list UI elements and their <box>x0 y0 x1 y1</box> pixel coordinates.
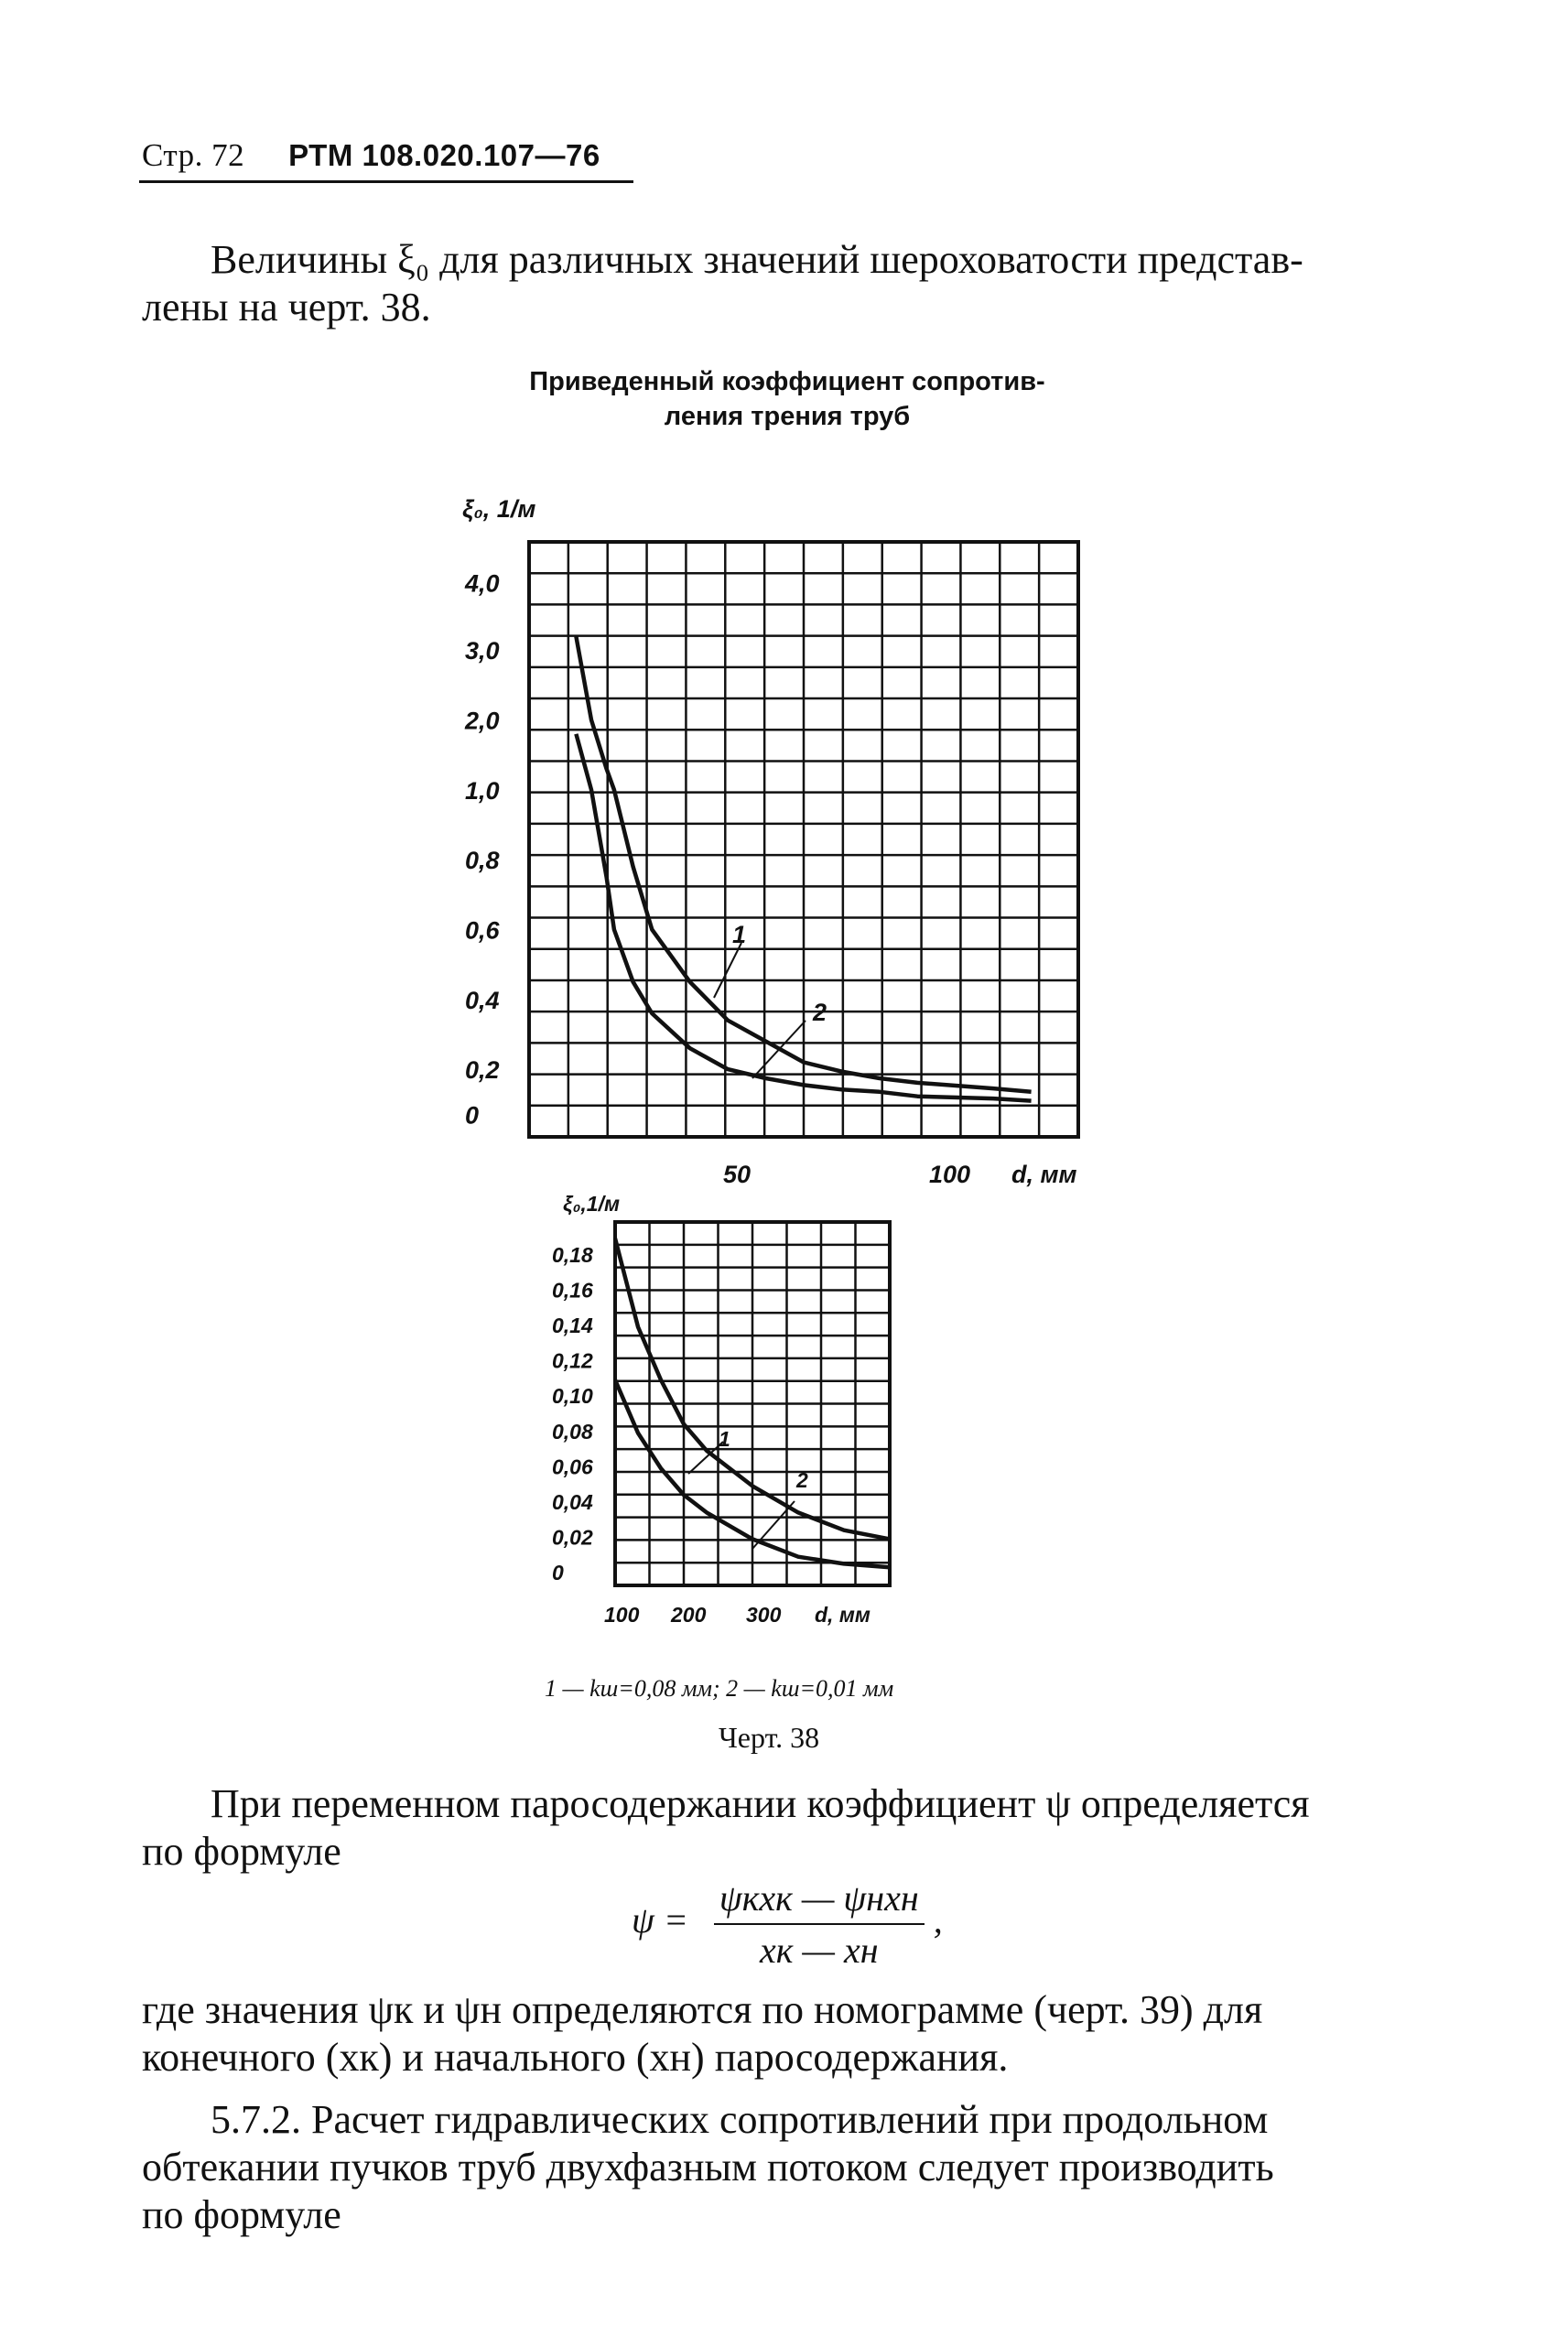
x-tick-label: 200 <box>671 1603 707 1627</box>
formula-tail: , <box>933 1899 943 1941</box>
curve-1-leader <box>714 943 741 998</box>
y-tick-label: 0 <box>552 1561 564 1584</box>
curve-2-label: 2 <box>813 999 827 1026</box>
y-tick-label: 4,0 <box>465 569 500 598</box>
y-tick-label: 2,0 <box>465 707 500 735</box>
paragraph-2-line-2: по формуле <box>142 1829 341 1874</box>
paragraph-4-line-1: 5.7.2. Расчет гидравлических сопротивлений при продольном <box>211 2097 1269 2142</box>
paragraph-3-line-2: конечного (xк) и начального (xн) паросодержания. <box>142 2035 1009 2080</box>
lower-chart-ylabel: ξ₀,1/м <box>563 1192 621 1216</box>
formula-numerator: ψкxк — ψнxн <box>714 1876 925 1925</box>
lower-chart-xlabel: d, мм <box>815 1603 871 1627</box>
lower-chart-x-ticks <box>604 1603 782 1627</box>
upper-chart-y-ticks <box>464 569 501 1129</box>
paragraph-4-line-3: по формуле <box>142 2192 341 2237</box>
y-tick-label: 0,06 <box>552 1454 593 1479</box>
upper-chart-x-ticks <box>723 1161 970 1188</box>
y-tick-label: 0 <box>465 1101 480 1130</box>
paragraph-4-line-2: обтекании пучков труб двухфазным потоком следует производить <box>142 2145 1274 2190</box>
y-tick-label: 0,04 <box>552 1489 593 1514</box>
figure-legend: 1 — kш=0,08 мм; 2 — kш=0,01 мм <box>545 1675 894 1702</box>
y-tick-label: 3,0 <box>465 637 500 665</box>
y-tick-label: 0,8 <box>465 847 500 875</box>
figure-title-line-2: ления трения труб <box>664 402 911 431</box>
curve-2-leader-small <box>752 1501 795 1549</box>
upper-chart-ylabel: ξ₀, 1/м <box>462 495 536 523</box>
page-number: Стр. 72 <box>142 137 245 173</box>
figure-caption: Черт. 38 <box>719 1721 820 1754</box>
y-tick-label: 0,14 <box>552 1314 593 1338</box>
y-tick-label: 0,16 <box>552 1278 593 1303</box>
paragraph-2-line-1: При переменном паросодержании коэффициент ψ определяется <box>211 1781 1310 1826</box>
upper-chart-curve-labels <box>714 921 827 1078</box>
upper-chart-grid <box>529 542 1078 1137</box>
curve-1-label: 1 <box>732 921 747 948</box>
formula-fraction <box>714 1876 925 1972</box>
y-tick-label: 0,2 <box>465 1056 500 1085</box>
x-tick-label: 100 <box>604 1603 640 1627</box>
x-tick-label: 100 <box>929 1161 971 1188</box>
psi-formula <box>632 1876 943 1972</box>
x-tick-label: 300 <box>746 1603 782 1627</box>
formula-lhs: ψ = <box>632 1899 688 1941</box>
curve-2-label-small: 2 <box>796 1468 808 1492</box>
y-tick-label: 1,0 <box>465 776 500 805</box>
y-tick-label: 0,10 <box>552 1384 593 1409</box>
y-tick-label: 0,02 <box>552 1525 593 1550</box>
intro-line-1: Величины ξ₀ для различных значений шероховатости представ- <box>211 237 1303 282</box>
paragraph-3 <box>142 1986 1442 2082</box>
lower-chart-curve-labels <box>688 1427 808 1549</box>
intro-line-2: лены на черт. 38. <box>142 285 431 330</box>
upper-chart-xlabel: d, мм <box>1011 1161 1077 1188</box>
y-tick-label: 0,12 <box>552 1348 593 1373</box>
document-code: РТМ 108.020.107—76 <box>288 138 600 172</box>
lower-chart <box>552 1192 890 1627</box>
formula-denominator: xк — xн <box>759 1930 879 1971</box>
y-tick-label: 0,4 <box>465 986 500 1014</box>
figure-title-line-1: Приведенный коэффициент сопротив- <box>529 367 1045 396</box>
curve-2-leader <box>752 1021 806 1078</box>
upper-chart <box>462 495 1078 1188</box>
y-tick-label: 0,6 <box>465 916 500 945</box>
curve-1-label-small: 1 <box>719 1427 730 1451</box>
x-tick-label: 50 <box>723 1161 752 1188</box>
lower-chart-y-ticks <box>552 1243 593 1584</box>
y-tick-label: 0,08 <box>552 1419 593 1444</box>
paragraph-3-line-1: где значения ψк и ψн определяются по номограмме (черт. 39) для <box>142 1987 1263 2032</box>
y-tick-label: 0,18 <box>552 1243 593 1267</box>
